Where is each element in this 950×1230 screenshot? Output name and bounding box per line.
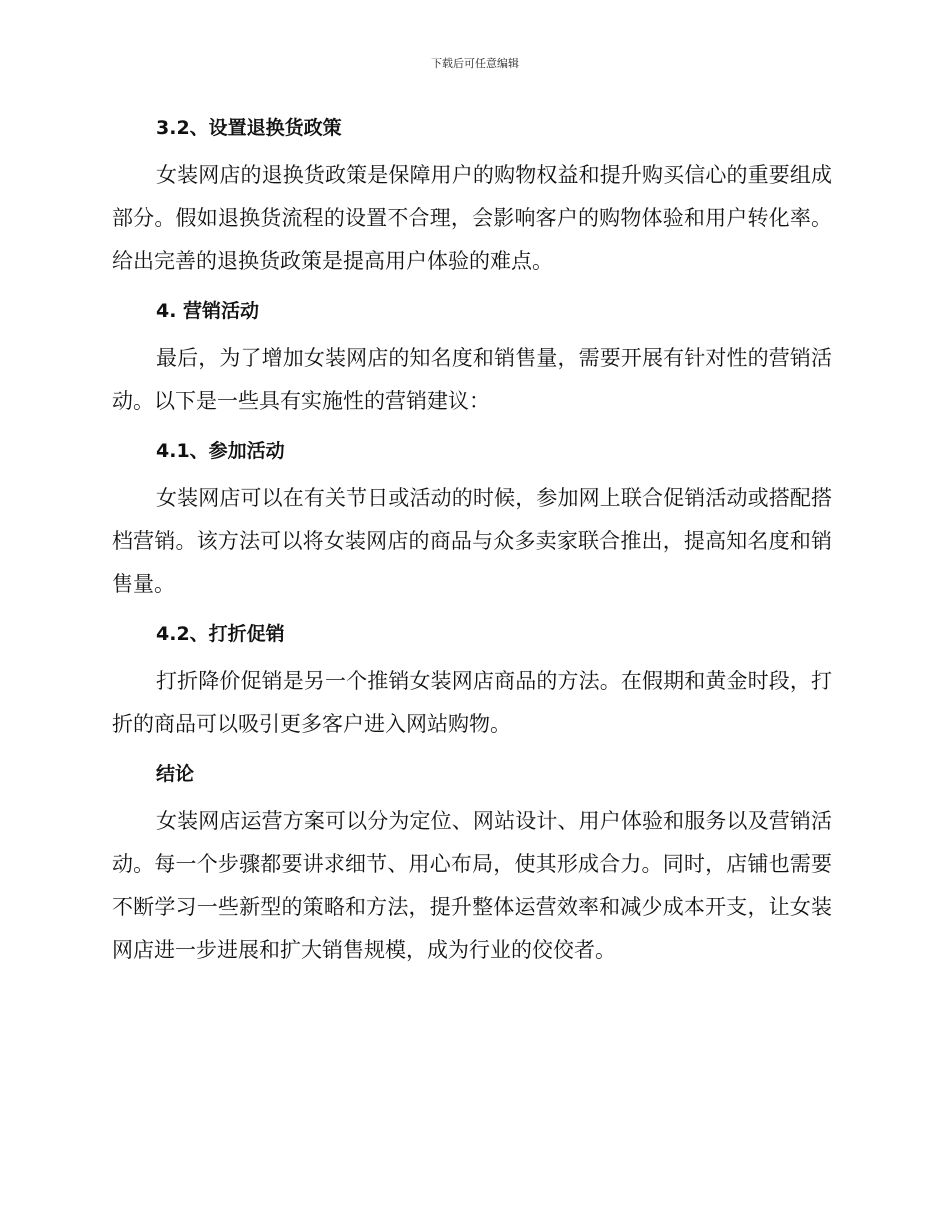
section-3-2 xyxy=(112,110,832,283)
section-paragraph: 女装网店运营方案可以分为定位、网站设计、用户体验和服务以及营销活动。每一个步骤都要讲求细节、用心布局，使其形成合力。同时，店铺也需要不断学习一些新型的策略和方法，提升整体运营效率和减少成本开支，让女装网店进一步进展和扩大销售规模，成为行业的佼佼者。 xyxy=(112,809,832,962)
section-heading: 结论 xyxy=(156,763,195,785)
section-heading: 4.2、打折促销 xyxy=(156,623,285,645)
section-heading: 4.1、参加活动 xyxy=(156,440,285,462)
section-paragraph: 最后，为了增加女装网店的知名度和销售量，需要开展有针对性的营销活动。以下是一些具有实施性的营销建议： xyxy=(112,346,832,413)
section-4-2 xyxy=(112,616,832,746)
section-heading: 3.2、设置退换货政策 xyxy=(156,117,342,139)
section-paragraph: 女装网店的退换货政策是保障用户的购物权益和提升购买信心的重要组成部分。假如退换货流程的设置不合理，会影响客户的购物体验和用户转化率。给出完善的退换货政策是提高用户体验的难点。 xyxy=(112,163,832,273)
document-body xyxy=(112,110,832,982)
section-heading: 4. 营销活动 xyxy=(156,300,260,322)
section-4 xyxy=(112,293,832,423)
section-conclusion xyxy=(112,756,832,972)
section-paragraph: 打折降价促销是另一个推销女装网店商品的方法。在假期和黄金时段，打折的商品可以吸引更多客户进入网站购物。 xyxy=(112,669,832,736)
header-note: 下载后可任意编辑 xyxy=(431,57,519,70)
section-4-1 xyxy=(112,433,832,606)
section-paragraph: 女装网店可以在有关节日或活动的时候，参加网上联合促销活动或搭配搭档营销。该方法可以将女装网店的商品与众多卖家联合推出，提高知名度和销售量。 xyxy=(112,486,832,596)
